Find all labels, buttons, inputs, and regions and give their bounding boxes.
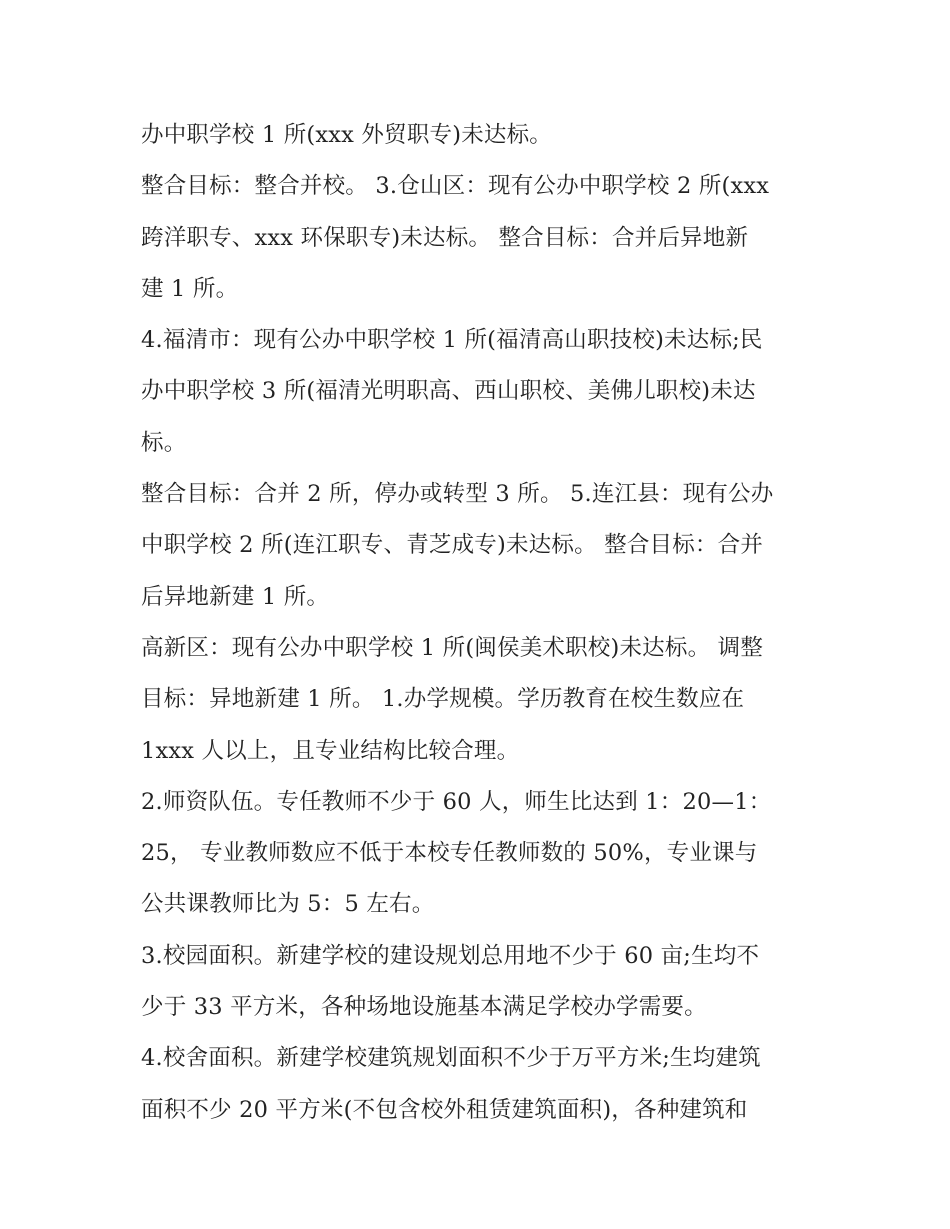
text-line: 公共课教师比为 5：5 左右。 bbox=[141, 891, 435, 918]
text-line: 建 1 所。 bbox=[141, 275, 239, 302]
text-line: 4.校舍面积。新建学校建筑规划面积不少于万平方米;生均建筑 bbox=[141, 1045, 761, 1072]
text-line: 高新区：现有公办中职学校 1 所(闽侯美术职校)未达标。 调整 bbox=[141, 634, 764, 661]
text-line: 25， 专业教师数应不低于本校专任教师数的 50%，专业课与 bbox=[141, 840, 758, 867]
text-line: 面积不少 20 平方米(不包含校外租赁建筑面积)，各种建筑和 bbox=[141, 1096, 748, 1123]
document-body bbox=[141, 110, 821, 1136]
text-line: 中职学校 2 所(连江职专、青芝成专)未达标。 整合目标：合并 bbox=[141, 532, 764, 559]
text-line: 4.福清市：现有公办中职学校 1 所(福清高山职技校)未达标;民 bbox=[141, 327, 763, 354]
text-line: 后异地新建 1 所。 bbox=[141, 583, 330, 610]
text-line: 3.校园面积。新建学校的建设规划总用地不少于 60 亩;生均不 bbox=[141, 942, 760, 969]
text-line: 标。 bbox=[141, 429, 187, 456]
text-line: 办中职学校 3 所(福清光明职高、西山职校、美佛儿职校)未达 bbox=[141, 378, 756, 405]
text-line: 2.师资队伍。专任教师不少于 60 人，师生比达到 1：20—1： bbox=[141, 788, 772, 815]
text-line: 跨洋职专、xxx 环保职专)未达标。 整合目标：合并后异地新 bbox=[141, 224, 749, 251]
text-line: 办中职学校 1 所(xxx 外贸职专)未达标。 bbox=[141, 122, 552, 148]
text-line: 少于 33 平方米，各种场地设施基本满足学校办学需要。 bbox=[141, 994, 707, 1021]
text-line: 整合目标：合并 2 所，停办或转型 3 所。 5.连江县：现有公办 bbox=[141, 481, 774, 508]
text-line: 1xxx 人以上，且专业结构比较合理。 bbox=[141, 737, 520, 764]
text-line: 整合目标：整合并校。 3.仓山区：现有公办中职学校 2 所(xxx bbox=[141, 173, 770, 200]
text-line: 目标：异地新建 1 所。 1.办学规模。学历教育在校生数应在 bbox=[141, 686, 745, 713]
